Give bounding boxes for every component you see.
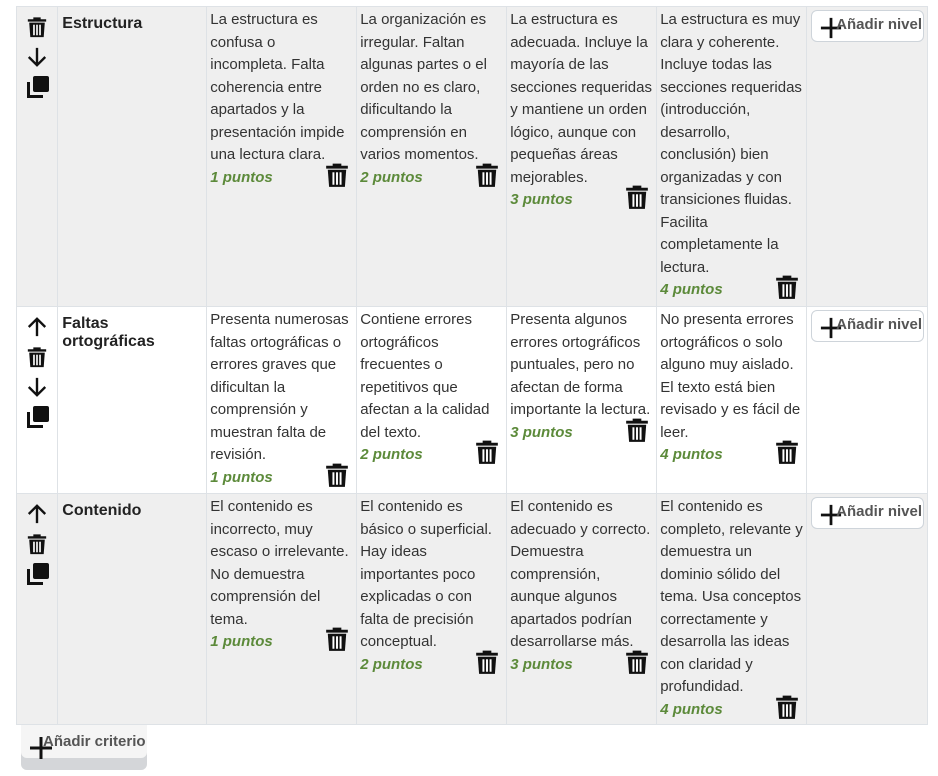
criterion-actions: [17, 494, 58, 725]
level-cell[interactable]: [207, 494, 357, 725]
duplicate-icon[interactable]: [24, 562, 50, 590]
trash-icon[interactable]: [474, 438, 500, 466]
trash-icon[interactable]: [24, 345, 50, 373]
criterion-name-cell[interactable]: [58, 494, 207, 725]
trash-icon[interactable]: [774, 438, 800, 466]
add-level-cell: [807, 494, 928, 725]
level-cell[interactable]: [507, 494, 657, 725]
add-level-label: Añadir nivel: [836, 316, 923, 333]
trash-icon[interactable]: [624, 648, 650, 676]
duplicate-icon[interactable]: [24, 75, 50, 103]
arrow-up-icon[interactable]: [24, 502, 50, 530]
add-level-button[interactable]: [811, 10, 924, 42]
level-points: 1 puntos: [210, 468, 273, 486]
arrow-down-icon[interactable]: [24, 375, 50, 403]
level-cell[interactable]: [357, 7, 507, 307]
level-cell[interactable]: [357, 494, 507, 725]
trash-icon[interactable]: [324, 161, 350, 189]
level-points: 3 puntos: [510, 423, 573, 441]
arrow-down-icon[interactable]: [24, 45, 50, 73]
add-level-cell: [807, 307, 928, 494]
add-level-cell: [807, 7, 928, 307]
add-level-button[interactable]: [811, 310, 924, 342]
level-points: 4 puntos: [660, 281, 723, 298]
level-cell[interactable]: [507, 307, 657, 494]
level-points: 3 puntos: [510, 655, 573, 673]
level-points: 1 puntos: [210, 633, 273, 650]
level-description: La organización es irregular. Faltan algunas partes o el orden no es claro, dificultando la comprensión en varios momentos.: [360, 11, 487, 163]
trash-icon[interactable]: [774, 273, 800, 301]
level-points: 2 puntos: [360, 446, 423, 463]
level-cell[interactable]: [657, 7, 807, 307]
arrow-up-icon[interactable]: [24, 315, 50, 343]
trash-icon[interactable]: [324, 461, 350, 489]
level-description: El contenido es adecuado y correcto. Demuestra comprensión, aunque algunos apartados podrían desarrollarse más.: [510, 498, 651, 650]
criterion-name: Faltas ortográficas: [62, 315, 155, 350]
trash-icon[interactable]: [324, 625, 350, 653]
criterion-name: Contenido: [62, 502, 142, 519]
add-criterion-button[interactable]: [21, 725, 147, 770]
trash-icon[interactable]: [774, 693, 800, 721]
level-points: 4 puntos: [660, 700, 723, 718]
trash-icon[interactable]: [24, 532, 50, 560]
level-description: No presenta errores ortográficos o solo alguno muy aislado. El texto está bien revisado y es fácil de leer.: [660, 311, 801, 441]
rubric-table: [16, 6, 928, 725]
level-description: El contenido es completo, relevante y demuestra un dominio sólido del tema. Usa conceptos correctamente y desarrolla las ideas con claridad y profundidad.: [660, 498, 803, 695]
level-cell[interactable]: [657, 494, 807, 725]
level-cell[interactable]: [507, 7, 657, 307]
criterion-name-cell[interactable]: [58, 307, 207, 494]
level-description: El contenido es básico o superficial. Hay ideas importantes poco explicadas o con falta de precisión conceptual.: [360, 498, 492, 650]
trash-icon[interactable]: [624, 183, 650, 211]
trash-icon[interactable]: [474, 161, 500, 189]
level-points: 2 puntos: [360, 168, 423, 186]
criterion-row-faltas-ortograficas: [17, 307, 928, 494]
add-level-button[interactable]: [811, 497, 924, 529]
level-description: Contiene errores ortográficos frecuentes o repetitivos que afectan a la calidad del texto.: [360, 311, 490, 441]
level-description: La estructura es muy clara y coherente. Incluye todas las secciones requeridas (introducción, desarrollo, conclusión) bien organizadas y con transiciones fluidas. Facilita completamente la lectura.: [660, 11, 802, 276]
level-cell[interactable]: [207, 307, 357, 494]
criterion-name: Estructura: [62, 15, 143, 32]
level-points: 2 puntos: [360, 655, 423, 673]
level-description: El contenido es incorrecto, muy escaso o irrelevante. No demuestra comprensión del tema.: [210, 498, 349, 628]
criterion-row-contenido: [17, 494, 928, 725]
add-level-label: Añadir nivel: [836, 503, 923, 520]
level-points: 4 puntos: [660, 446, 723, 463]
criterion-actions: [17, 307, 58, 494]
trash-icon[interactable]: [24, 15, 50, 43]
duplicate-icon[interactable]: [24, 405, 50, 433]
add-criterion-label: Añadir criterio: [43, 733, 146, 750]
level-points: 3 puntos: [510, 191, 573, 208]
level-cell[interactable]: [207, 7, 357, 307]
trash-icon[interactable]: [474, 648, 500, 676]
level-points: 1 puntos: [210, 168, 273, 186]
level-description: La estructura es confusa o incompleta. Falta coherencia entre apartados y la presentación impide una lectura clara.: [210, 11, 345, 163]
criterion-actions: [17, 7, 58, 307]
criterion-name-cell[interactable]: [58, 7, 207, 307]
level-cell[interactable]: [657, 307, 807, 494]
trash-icon[interactable]: [624, 416, 650, 444]
level-description: La estructura es adecuada. Incluye la mayoría de las secciones requeridas y mantiene un orden lógico, aunque con pequeñas áreas mejorables.: [510, 11, 652, 186]
criterion-row-estructura: [17, 7, 928, 307]
level-description: Presenta numerosas faltas ortográficas o errores graves que dificultan la comprensión y muestran falta de revisión.: [210, 311, 349, 463]
level-description: Presenta algunos errores ortográficos puntuales, pero no afectan de forma importante la lectura.: [510, 311, 651, 418]
level-cell[interactable]: [357, 307, 507, 494]
add-level-label: Añadir nivel: [836, 16, 923, 33]
